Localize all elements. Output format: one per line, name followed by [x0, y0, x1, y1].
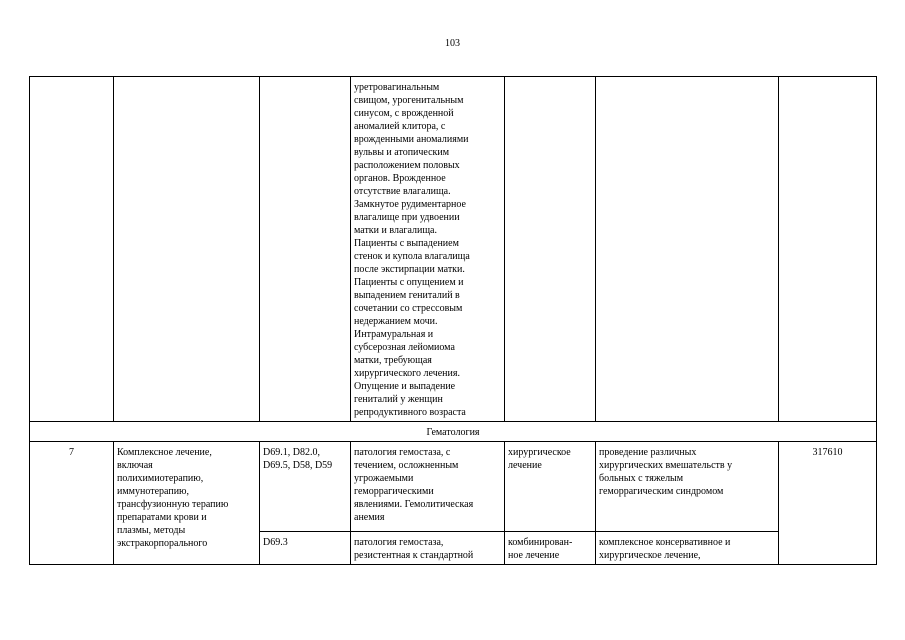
cell-codes [260, 77, 351, 422]
cell-number [30, 77, 114, 422]
entry-number: 7 [30, 442, 114, 565]
cell-name [114, 77, 260, 422]
entry-treatment-type: хирургическое лечение [505, 442, 596, 532]
continuation-row [30, 77, 877, 422]
medical-care-table [29, 76, 877, 565]
cell-treatment-type [505, 77, 596, 422]
entry-row-1 [30, 442, 877, 532]
page-number: 103 [445, 38, 460, 49]
entry-method: комплексное консервативное и хирургическое лечение, [596, 532, 779, 565]
entry-cost: 317610 [779, 442, 877, 565]
entry-name: Комплексное лечение, включая полихимиотерапию, иммунотерапию, трансфузионную терапию препаратами крови и плазмы, методы экстракорпорального [114, 442, 260, 565]
entry-diagnosis: патология гемостаза, с течением, осложненным угрожаемыми геморрагическими явлениями. Гемолитическая анемия [351, 442, 505, 532]
cell-diagnosis: уретровагинальным свищом, урогенитальным синусом, с врожденной аномалией клитора, с врожденными аномалиями вульвы и атопическим расположением половых органов. Врожденное отсутствие влагалища. Замкнутое рудиментарное влагалище при удвоении матки и влагалища. Пациенты с выпадением стенок и купола влагалища после экстирпации матки. Пациенты с опущением и выпадением гениталий в сочетании со стрессовым недержанием мочи. Интрамуральная и субсерозная лейомиома матки, требующая хирургического лечения. Опущение и выпадение гениталий у женщин репродуктивного возраста [351, 77, 505, 422]
entry-method: проведение различных хирургических вмешательств у больных с тяжелым геморрагическим синдромом [596, 442, 779, 532]
entry-codes: D69.1, D82.0, D69.5, D58, D59 [260, 442, 351, 532]
cell-method [596, 77, 779, 422]
cell-cost [779, 77, 877, 422]
entry-codes: D69.3 [260, 532, 351, 565]
entry-diagnosis: патология гемостаза, резистентная к стандартной [351, 532, 505, 565]
section-title: Гематология [30, 422, 877, 442]
section-row [30, 422, 877, 442]
entry-treatment-type: комбинирован- ное лечение [505, 532, 596, 565]
